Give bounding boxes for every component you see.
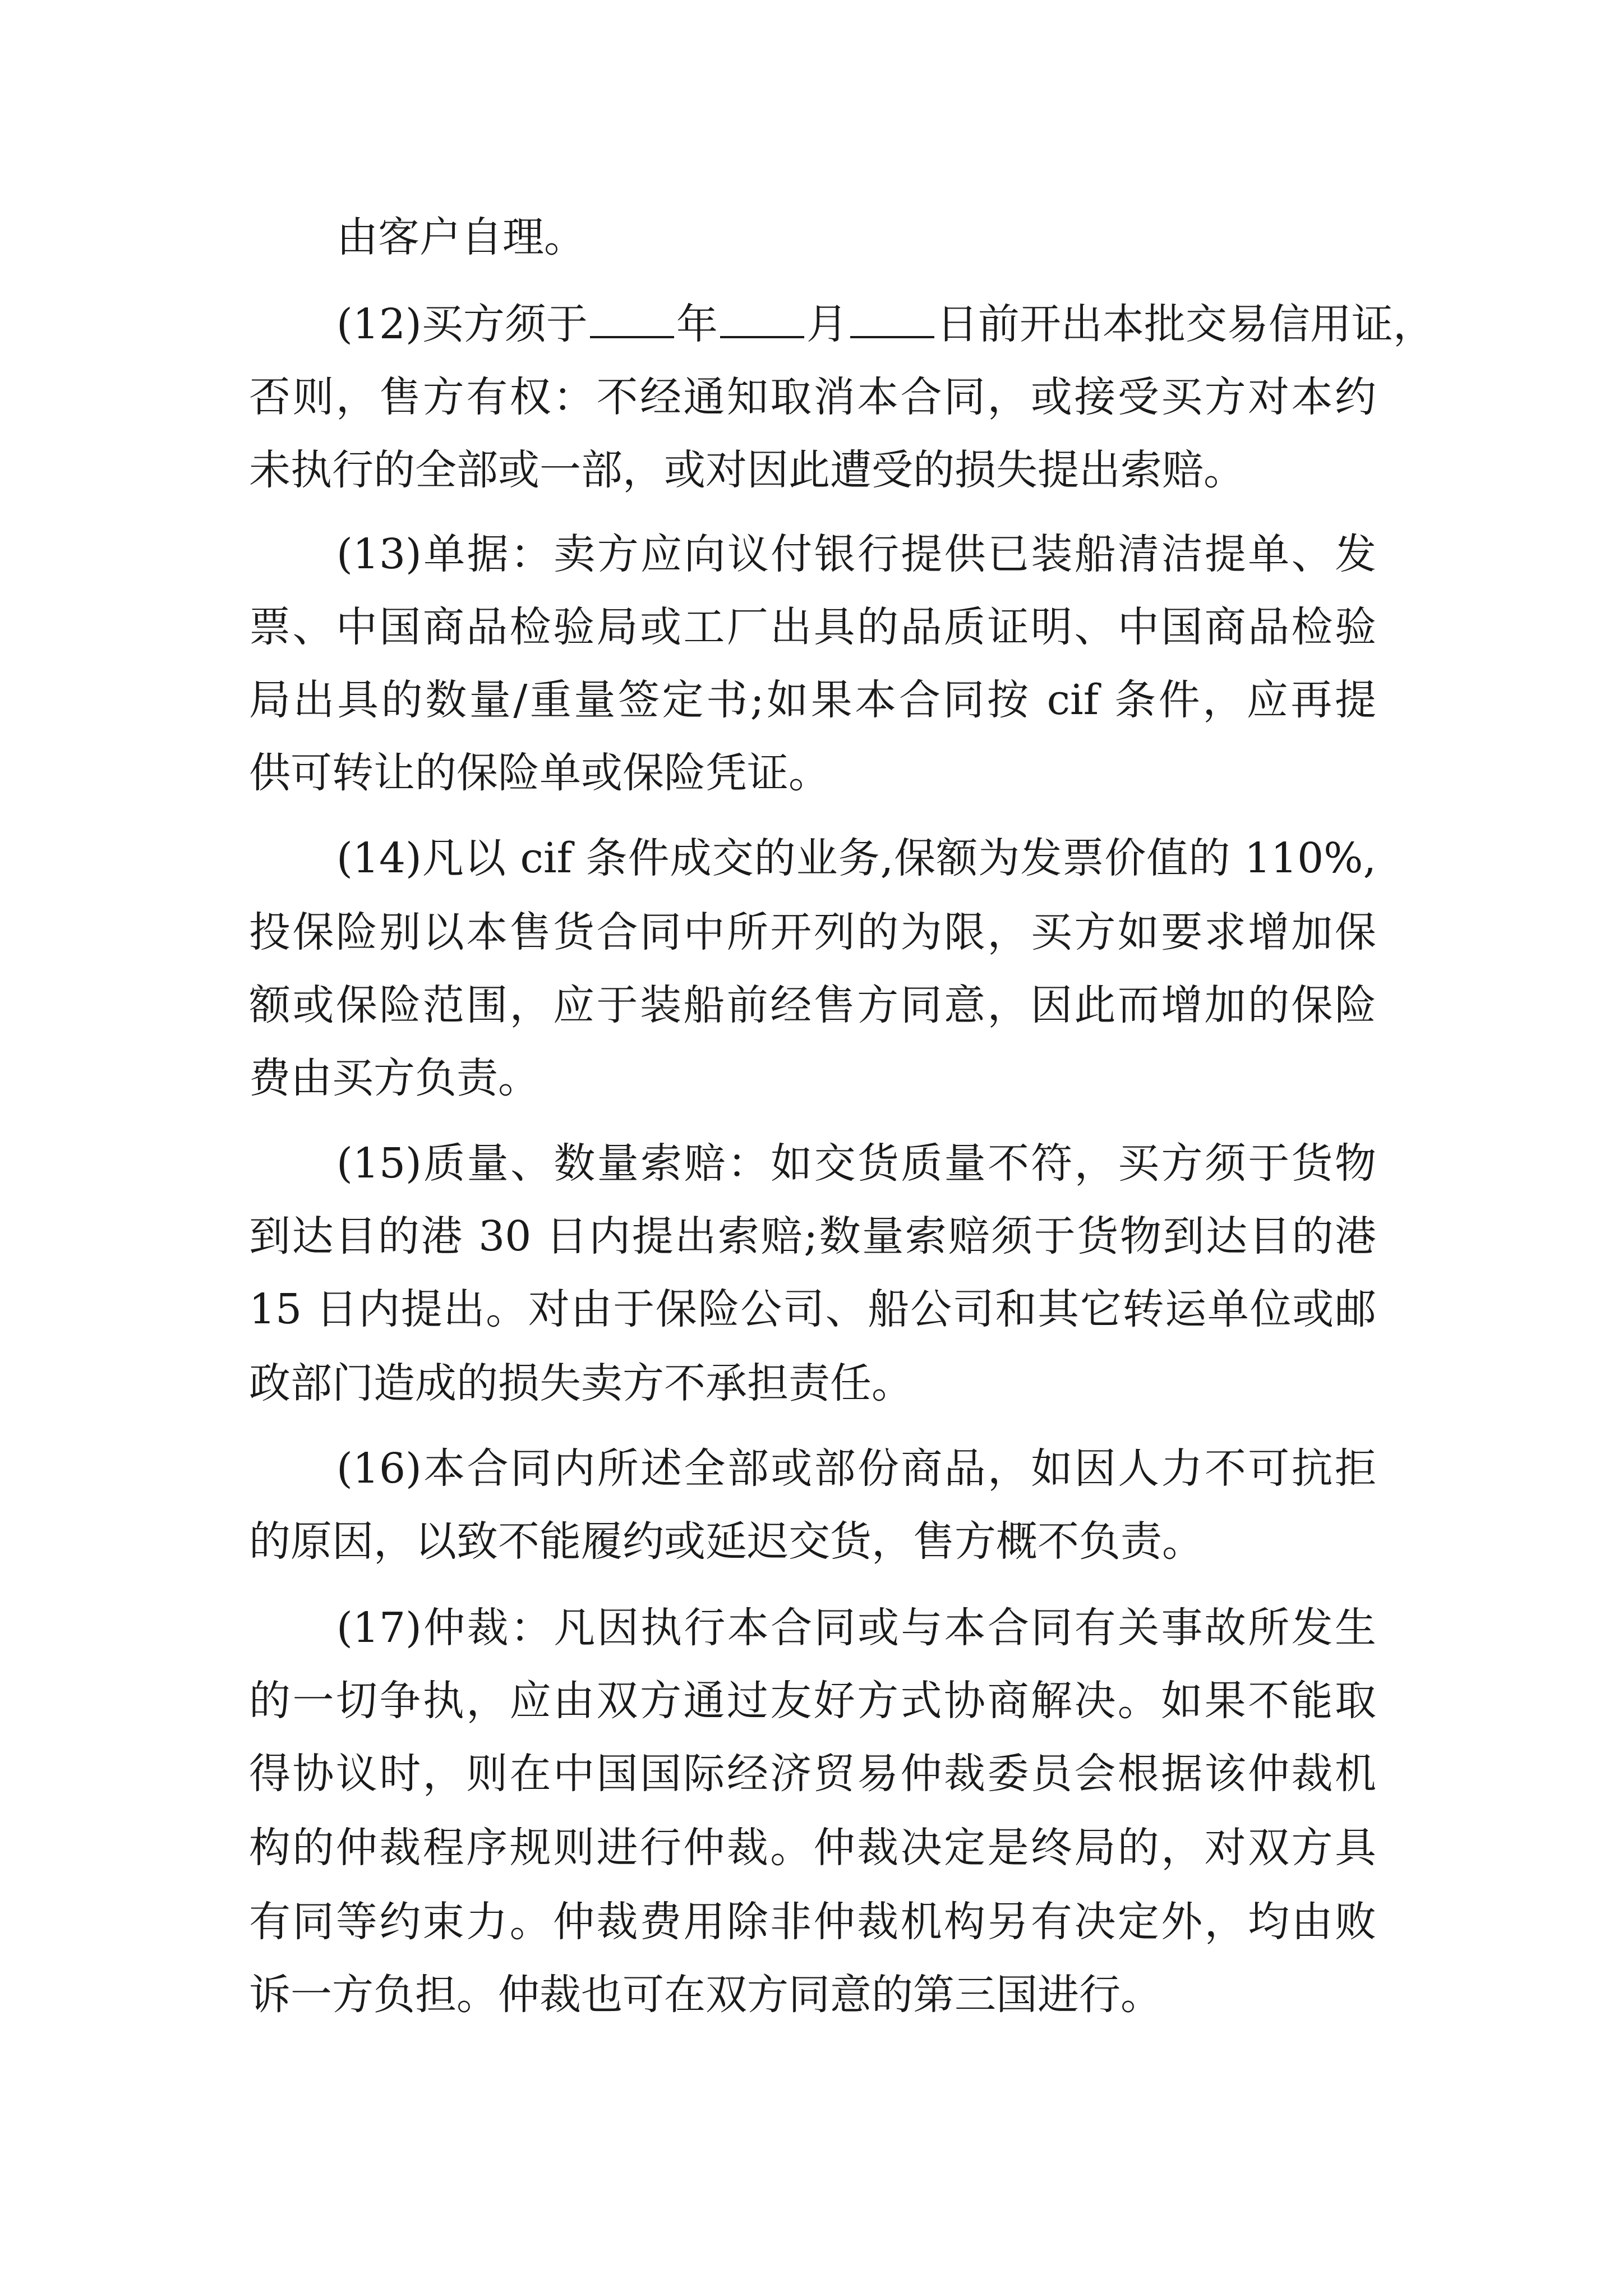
clause-13-line-3: 局出具的数量/重量签定书;如果本合同按 cif 条件，应再提 (249, 676, 1376, 724)
month-blank (720, 297, 804, 338)
clause-16-line-1: (16)本合同内所述全部或部份商品，如因人力不可抗拒 (336, 1444, 1376, 1493)
clause-14-line-4: 费由买方负责。 (249, 1054, 540, 1102)
clause-12-line-1 (336, 286, 1435, 362)
clause-17-line-1: (17)仲裁：凡因执行本合同或与本合同有关事故所发生 (336, 1604, 1376, 1652)
day-blank (850, 297, 934, 338)
clause-13-line-4: 供可转让的保险单或保险凭证。 (249, 749, 830, 797)
year-blank (590, 297, 674, 338)
clause-13-line-2: 票、中国商品检验局或工厂出具的品质证明、中国商品检验 (249, 603, 1376, 651)
clause-13-line-1: (13)单据：卖方应向议付银行提供已装船清洁提单、发 (336, 530, 1376, 578)
clause-17-line-4: 构的仲裁程序规则进行仲裁。仲裁决定是终局的，对双方具 (249, 1824, 1376, 1872)
clause-17-line-2: 的一切争执，应由双方通过友好方式协商解决。如果不能取 (249, 1677, 1376, 1725)
clause-15-line-1: (15)质量、数量索赔：如交货质量不符，买方须于货物 (336, 1139, 1376, 1188)
clause-15-line-4: 政部门造成的损失卖方不承担责任。 (249, 1359, 913, 1407)
clause-17-line-3: 得协议时，则在中国国际经济贸易仲裁委员会根据该仲裁机 (249, 1750, 1376, 1798)
clause-15-line-2: 到达目的港 30 日内提出索赔;数量索赔须于货物到达目的港 (249, 1212, 1376, 1260)
continuation-line: 由客户自理。 (336, 213, 585, 261)
clause-12-prefix: (12)买方须于 (336, 300, 588, 348)
clause-12-line-2: 否则，售方有权：不经通知取消本合同，或接受买方对本约 (249, 373, 1376, 421)
year-label: 年 (676, 300, 718, 348)
clause-17-line-6: 诉一方负担。仲裁也可在双方同意的第三国进行。 (249, 1971, 1162, 2019)
clause-15-line-3: 15 日内提出。对由于保险公司、船公司和其它转运单位或邮 (249, 1285, 1376, 1333)
clause-14-line-1: (14)凡以 cif 条件成交的业务,保额为发票价值的 110%, (336, 834, 1376, 882)
clause-12-line-3: 未执行的全部或一部，或对因此遭受的损失提出索赔。 (249, 446, 1245, 494)
clause-17-line-5: 有同等约束力。仲裁费用除非仲裁机构另有决定外，均由败 (249, 1898, 1376, 1946)
clause-12-suffix: 日前开出本批交易信用证， (936, 300, 1435, 348)
clause-14-line-3: 额或保险范围，应于装船前经售方同意，因此而增加的保险 (249, 981, 1376, 1029)
clause-14-line-2: 投保险别以本售货合同中所开列的为限，买方如要求增加保 (249, 908, 1376, 956)
month-label: 月 (806, 300, 848, 348)
clause-16-line-2: 的原因，以致不能履约或延迟交货，售方概不负责。 (249, 1517, 1204, 1566)
